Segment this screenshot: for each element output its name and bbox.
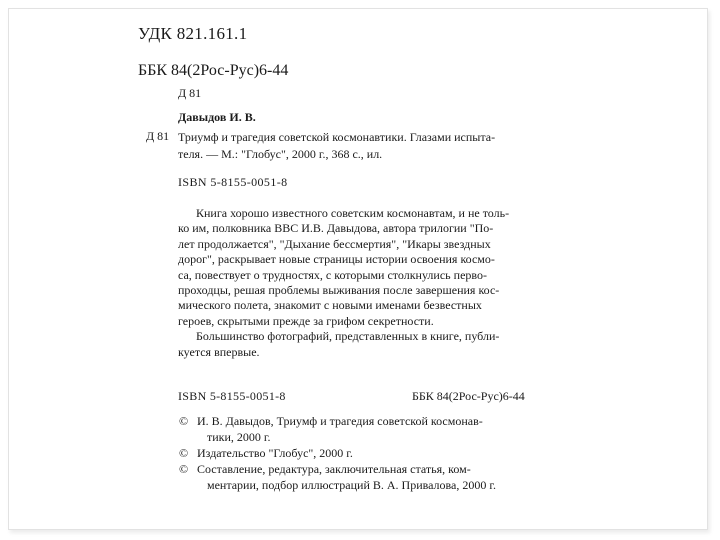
copyright-editor [179,462,577,493]
copyright-publisher [179,446,577,462]
bibliographic-record [178,129,495,163]
author-mark-left: Д 81 [146,129,170,143]
copyright-author [179,414,577,445]
bib-line: теля. — М.: "Глобус", 2000 г., 368 с., ил. [178,147,383,161]
annotation-line: куется впервые. [178,344,260,359]
isbn-bottom: ISBN 5-8155-0051-8 [178,389,286,403]
annotation-line: Большинство фотографий, представленных в книге, публи- [196,329,500,344]
annotation-line: са, повествует о трудностях, с которыми столкнулись перво- [178,267,487,282]
copyright-line: Составление, редактура, заключительная статья, ком- [197,462,471,476]
copyright-symbol: © [179,462,189,476]
udk-code: УДК 821.161.1 [138,24,248,43]
annotation-line: лет продолжается", "Дыхание бессмертия", "Икары звездных [178,236,491,251]
annotation-line: дорог", раскрывает новые страницы истории освоения космо- [178,252,495,267]
annotation-line: мического полета, знакомит с новыми именами безвестных [178,298,482,313]
copyright-symbol: © [179,414,189,428]
annotation-line: проходцы, решая проблемы выживания после завершения кос- [178,283,500,298]
author-name: Давыдов И. В. [178,110,256,124]
annotation-line: ко им, полковника ВВС И.В. Давыдова, автора трилогии "По- [178,221,494,236]
copyright-symbol: © [179,446,189,460]
isbn-top: ISBN 5-8155-0051-8 [178,175,288,189]
copyright-line: И. В. Давыдов, Триумф и трагедия советской космонав- [197,414,483,428]
author-mark: Д 81 [178,86,202,100]
annotation-line: Книга хорошо известного советским космонавтам, и не толь- [196,206,510,220]
bbk-code: ББК 84(2Рос-Рус)6-44 [138,62,289,79]
annotation-line: героев, скрытыми прежде за грифом секретности. [178,313,434,328]
bib-line: Триумф и трагедия советской космонавтики. Глазами испыта- [178,130,496,144]
copyright-line: тики, 2000 г. [207,429,271,444]
annotation [178,206,570,360]
copyright-line: ментарии, подбор иллюстраций В. А. Привалова, 2000 г. [207,477,496,492]
bbk-bottom: ББК 84(2Рос-Рус)6-44 [412,389,525,403]
copyright-line: Издательство "Глобус", 2000 г. [197,446,353,460]
